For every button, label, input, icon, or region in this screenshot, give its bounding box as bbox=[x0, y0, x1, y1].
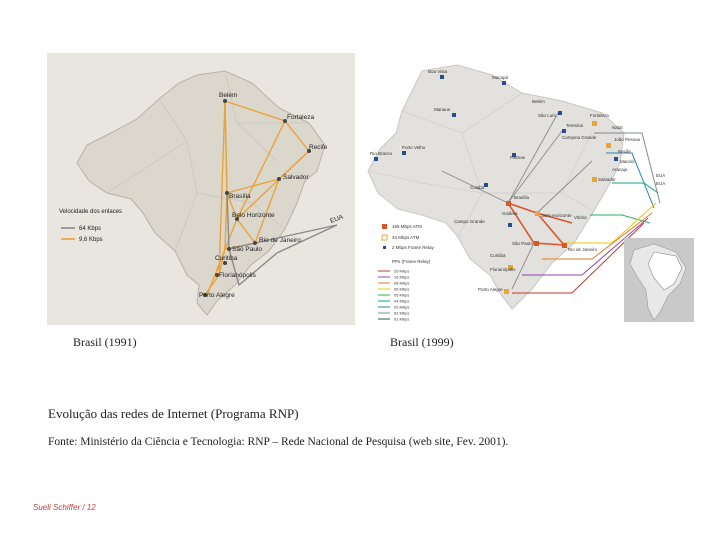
city-label: Palmas bbox=[510, 155, 526, 160]
south-america-inset-map bbox=[624, 238, 694, 322]
eua-label: EUA bbox=[656, 181, 666, 186]
city-label: Porto Velho bbox=[402, 145, 426, 150]
svg-text:02 Mbps: 02 Mbps bbox=[394, 310, 410, 316]
inset-svg bbox=[624, 238, 694, 322]
pop-legend bbox=[378, 269, 409, 322]
city-label: Goiânia bbox=[502, 211, 518, 216]
figure-source: Fonte: Ministério da Ciência e Tecnologia: RNP – Rede Nacional de Pesquisa (web site, Fev. 2001). bbox=[48, 436, 509, 448]
city-label: Rio Branco bbox=[370, 151, 393, 156]
legend-label: 64 Kbps bbox=[79, 226, 102, 232]
svg-text:16 Mbps: 16 Mbps bbox=[394, 274, 410, 280]
city-label: Salvador bbox=[598, 177, 616, 182]
city-label: Salvador bbox=[283, 174, 309, 181]
eua-label: EUA bbox=[329, 213, 345, 225]
svg-text:06 Mbps: 06 Mbps bbox=[394, 286, 410, 292]
city-label: Manaus bbox=[434, 107, 451, 112]
city-label: Cuiabá bbox=[470, 185, 485, 190]
svg-text:03 Mbps: 03 Mbps bbox=[394, 304, 410, 310]
city-label: São Paulo bbox=[232, 246, 262, 253]
city-label: Curitiba bbox=[215, 255, 238, 262]
brazil-shape-1991 bbox=[77, 71, 325, 315]
legend-1999 bbox=[382, 224, 435, 264]
city-label: Porto Alegre bbox=[478, 287, 503, 292]
city-label: Rio de Janeiro bbox=[568, 247, 598, 252]
legend-label: 9,6 Kbps bbox=[79, 237, 103, 243]
figure-title: Evolução das redes de Internet (Programa RNP) bbox=[48, 406, 299, 421]
legend-label: 34 Mbps ATM bbox=[392, 235, 420, 240]
caption-1991: Brasil (1991) bbox=[73, 335, 137, 349]
svg-text:01 Mbps: 01 Mbps bbox=[394, 316, 410, 322]
city-label: São Paulo bbox=[512, 241, 533, 246]
legend-swatch-2 bbox=[383, 246, 386, 249]
city-label: Campo Grande bbox=[454, 219, 485, 224]
legend-label: 2 Mbps Frame Relay bbox=[392, 245, 434, 250]
map-brazil-1991 bbox=[47, 53, 355, 325]
city-label: Belém bbox=[532, 99, 545, 104]
footer-credit: Sueli Schiffer / 12 bbox=[33, 503, 96, 512]
city-label: Florianópolis bbox=[490, 267, 516, 272]
city-label: Fortaleza bbox=[287, 114, 315, 121]
legend-swatch-34 bbox=[382, 235, 387, 240]
city-label: Brasília bbox=[229, 193, 251, 200]
city-label: Belo Horizonte bbox=[232, 212, 275, 219]
caption-1999: Brasil (1999) bbox=[390, 335, 454, 349]
city-label: Porto Alegre bbox=[199, 292, 235, 299]
svg-text:05 Mbps: 05 Mbps bbox=[394, 292, 410, 298]
city-label: Curitiba bbox=[490, 253, 506, 258]
city-label: Vitória bbox=[574, 215, 587, 220]
city-label: João Pessoa bbox=[614, 137, 641, 142]
city-label: São Luís bbox=[538, 113, 556, 118]
city-label: Brasília bbox=[514, 195, 530, 200]
city-label: Recife bbox=[618, 149, 631, 154]
map-1991-svg bbox=[47, 53, 355, 325]
city-label: Teresina bbox=[566, 123, 584, 128]
city-label: Aracaju bbox=[612, 167, 628, 172]
city-label: Belo Horizonte bbox=[542, 213, 572, 218]
city-label: Natal bbox=[612, 125, 623, 130]
city-label: Campina Grande bbox=[562, 135, 597, 140]
city-label: Recife bbox=[309, 144, 328, 151]
svg-text:04 Mbps: 04 Mbps bbox=[394, 298, 410, 304]
city-label: Boa Vista bbox=[428, 69, 448, 74]
legend-1991 bbox=[59, 209, 122, 243]
city-label: Macapá bbox=[492, 75, 509, 80]
city-label: Fortaleza bbox=[590, 113, 609, 118]
legend-title: Velocidade dos enlaces bbox=[59, 209, 123, 215]
legend-label: 155 Mbps ATM bbox=[392, 224, 422, 229]
svg-text:08 Mbps: 08 Mbps bbox=[394, 280, 410, 286]
city-label: Maceió bbox=[620, 159, 635, 164]
eua-label: EUA bbox=[656, 173, 666, 178]
city-label: Belém bbox=[219, 92, 238, 99]
legend-title: PPs (Frame Relay) bbox=[392, 259, 431, 264]
city-label: Florianópolis bbox=[219, 272, 256, 279]
city-label: Rio de Janeiro bbox=[259, 237, 301, 244]
svg-text:20 Mbps: 20 Mbps bbox=[394, 268, 410, 274]
legend-swatch-155 bbox=[382, 224, 387, 229]
